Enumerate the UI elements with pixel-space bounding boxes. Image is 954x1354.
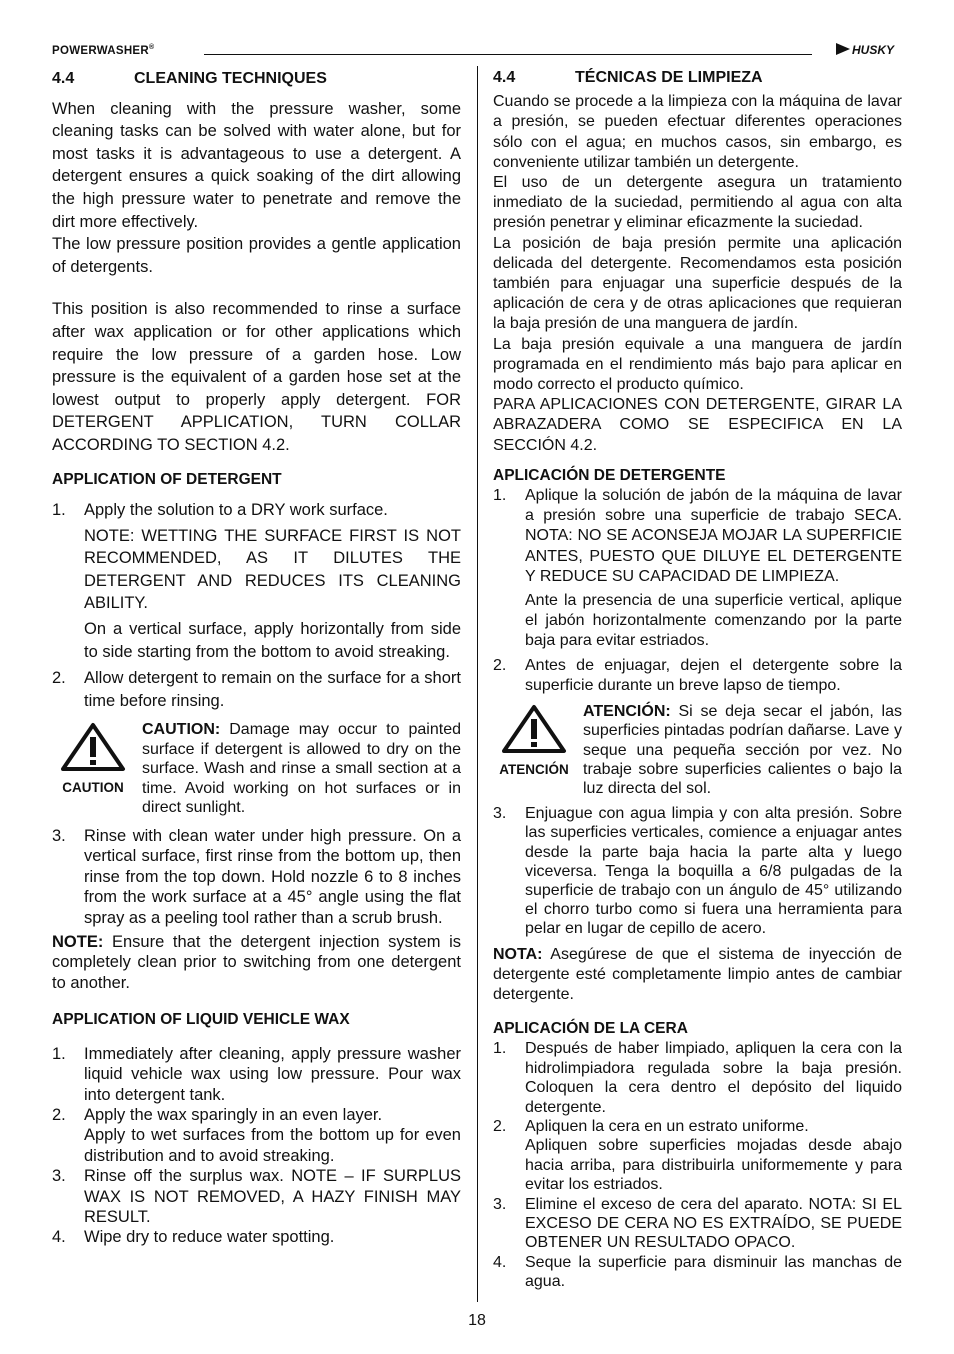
warning-triangle-icon: ATENCIÓN <box>493 704 575 779</box>
list-item: 1. Después de haber limpiado, apliquen la cera con la hidrolimpiadora regulada sobre la baja presión. Coloquen la cera dentro el depósito del liquido detergente. <box>493 1040 902 1116</box>
note-text: NOTE: WETTING THE SURFACE FIRST IS NOT RECOMMENDED, AS IT DILUTES THE DETERGENT AND REDUCES ITS CLEANING ABILITY. <box>84 526 461 613</box>
page-header <box>52 40 894 60</box>
list-item: 4. Seque la superficie para disminuir las manchas de agua. <box>493 1253 902 1291</box>
wax-steps <box>493 1039 902 1291</box>
detergent-steps <box>52 499 461 712</box>
wax-heading: APLICACIÓN DE LA CERA <box>493 1020 688 1038</box>
list-item: 2. Apliquen la cera en un estrato uniforme. Apliquen sobre superficies mojadas desde abajo hacia arriba, para distribuirla uniformemente y para evitar los estriados. <box>493 1117 902 1194</box>
detergent-heading: APLICACIÓN DE DETERGENTE <box>493 466 726 484</box>
intro-paragraph: Cuando se procede a la limpieza con la máquina de lavar a presión, se pueden efectuar diferentes operaciones sólo con el agua; en muchos casos, sin embargo, es conveniente utilizar también un detergente. <box>493 93 902 171</box>
brand-name: POWERWASHER® <box>52 44 155 57</box>
caution-box: ATENCIÓN ATENCIÓN: Si se deja secar el jabón, las superficies pintadas podrían dañarse. Lave y seque una pequeña sección por vez. No trabaje sobre superficies calientes o bajo la luz directa del sol. <box>493 702 902 798</box>
intro-paragraph: This position is also recommended to rinse a surface after wax application or for other applications which require the low pressure of a garden hose. Low pressure is the equivalent of a garden hose set at the lowest output to properly apply detergent. FOR DETERGENT APPLICATION, TURN COLLAR ACCORDING TO SECTION 4.2. <box>52 300 461 454</box>
detergent-steps-cont <box>52 826 461 928</box>
list-item: 3. Elimine el exceso de cera del aparato. NOTA: SI EL EXCESO DE CERA NO ES EXTRAÍDO, SE PUEDE OBTENER UN RESULTADO OPACO. <box>493 1195 902 1252</box>
list-item: 1. Apply the solution to a DRY work surface. NOTE: WETTING THE SURFACE FIRST IS NOT RECOMMENDED, AS IT DILUTES THE DETERGENT AND REDUCES ITS CLEANING ABILITY. On a vertical surface, apply horizontally from side to side starting from the bottom to avoid streaking. <box>52 499 461 663</box>
wax-heading: APPLICATION OF LIQUID VEHICLE WAX <box>52 1011 350 1029</box>
column-divider <box>477 66 478 1302</box>
detergent-steps-cont <box>493 804 902 938</box>
list-item: 1. Immediately after cleaning, apply pressure washer liquid vehicle wax using low pressure. Pour wax into detergent tank. <box>52 1044 461 1104</box>
spanish-column <box>493 68 902 1292</box>
list-item: 3. Rinse off the surplus wax. NOTE – IF SURPLUS WAX IS NOT REMOVED, A HAZY FINISH MAY RESULT. <box>52 1167 461 1227</box>
section-title: 4.4 CLEANING TECHNIQUES <box>52 70 327 87</box>
step-extra: On a vertical surface, apply horizontally from side to side starting from the bottom to avoid streaking. <box>84 620 461 661</box>
step-extra: Ante la presencia de una superficie vertical, aplique el jabón horizontalmente comenzando por la parte baja para evitar estriados. <box>525 592 902 650</box>
intro-paragraph: El uso de un detergente asegura un tratamiento inmediato de la suciedad, permitiendo al agua con alta presión penetrar y eliminar eficazmente la suciedad. <box>493 174 902 232</box>
list-item: 3. Rinse with clean water under high pressure. On a vertical surface, first rinse from the bottom up, then rinse from the top down. Hold nozzle 6 to 8 inches from the work surface at a 45° angle using the flat spray as a peeling tool rather than a scrub brush. <box>52 826 461 927</box>
section-title: 4.4 TÉCNICAS DE LIMPIEZA <box>493 69 763 86</box>
list-item: 2. Apply the wax sparingly in an even layer. Apply to wet surfaces from the bottom up for even distribution and to avoid streaking. <box>52 1106 461 1165</box>
list-item: 3. Enjuague con agua limpia y con alta presión. Sobre las superficies verticales, comience a enjuagar antes desde la parte baja hacia la parte alta y luego viceversa. Tenga la boquilla a 6/8 pulgadas de la superficie de trabajo con un ángulo de 45° utilizando el chorro turbo como si fuera una herramienta para pelar en lugar de cepillo de acero. <box>493 805 902 938</box>
intro-paragraph: La posición de baja presión permite una aplicación delicada del detergente. Recomendamos esta posición también para enjuagar una superficie después de la aplicación de cera y de otras aplicaciones que requieran la baja presión de una manguera de jardín. <box>493 234 902 333</box>
list-item: 2. Antes de enjuagar, dejen el detergente sobre la superficie durante un breve lapso de tiempo. <box>493 656 902 694</box>
wax-steps <box>52 1044 461 1248</box>
husky-logo-icon: HUSKY <box>836 43 894 57</box>
caution-box: CAUTION CAUTION: Damage may occur to painted surface if detergent is allowed to dry on the surface. Wash and rinse a small section at a time. Avoid working on hot surfaces or in direct sunlight. <box>52 720 461 818</box>
intro-paragraph: When cleaning with the pressure washer, some cleaning tasks can be solved with water alone, but for most tasks it is advantageous to use a detergent. A detergent ensures a quick soaking of the dirt allowing the high pressure water to penetrate and remove the dirt more effectively. <box>52 99 461 231</box>
list-item: 1. Aplique la solución de jabón de la máquina de lavar a presión sobre una superficie de trabajo SECA. NOTA: NO SE ACONSEJA MOJAR LA SUPERFICIE ANTES, PUESTO QUE DILUYE EL DETERGENTE Y REDUCE SU CAPACIDAD DE LIMPIEZA. Ante la presencia de una superficie vertical, aplique el jabón horizontalmente comenzando por la parte baja para evitar estriados. <box>493 486 902 652</box>
detergent-heading: APPLICATION OF DETERGENT <box>52 470 282 488</box>
warning-triangle-icon: CAUTION <box>52 722 134 798</box>
english-column <box>52 68 461 1248</box>
header-rule <box>204 54 812 55</box>
note-paragraph: NOTA: Asegúrese de que el sistema de inyección de detergente esté completamente limpio antes de cambiar detergente. <box>493 945 902 1003</box>
detergent-steps <box>493 486 902 696</box>
note-paragraph: NOTE: Ensure that the detergent injection system is completely clean prior to switching from one detergent to another. <box>52 932 461 992</box>
intro-paragraph: La baja presión equivale a una manguera de jardín programada en el rendimiento más bajo para aplicar en modo correcto el producto químico. <box>493 335 902 394</box>
intro-paragraph: The low pressure position provides a gentle application of detergents. <box>52 235 461 276</box>
page-number: 18 <box>468 1312 486 1329</box>
list-item: 4. Wipe dry to reduce water spotting. <box>52 1228 335 1247</box>
list-item: 2. Allow detergent to remain on the surface for a short time before rinsing. <box>52 669 461 710</box>
intro-paragraph: PARA APLICACIONES CON DETERGENTE, GIRAR LA ABRAZADERA COMO SE ESPECIFICA EN LA SECCIÓN 4.2. <box>493 396 902 454</box>
